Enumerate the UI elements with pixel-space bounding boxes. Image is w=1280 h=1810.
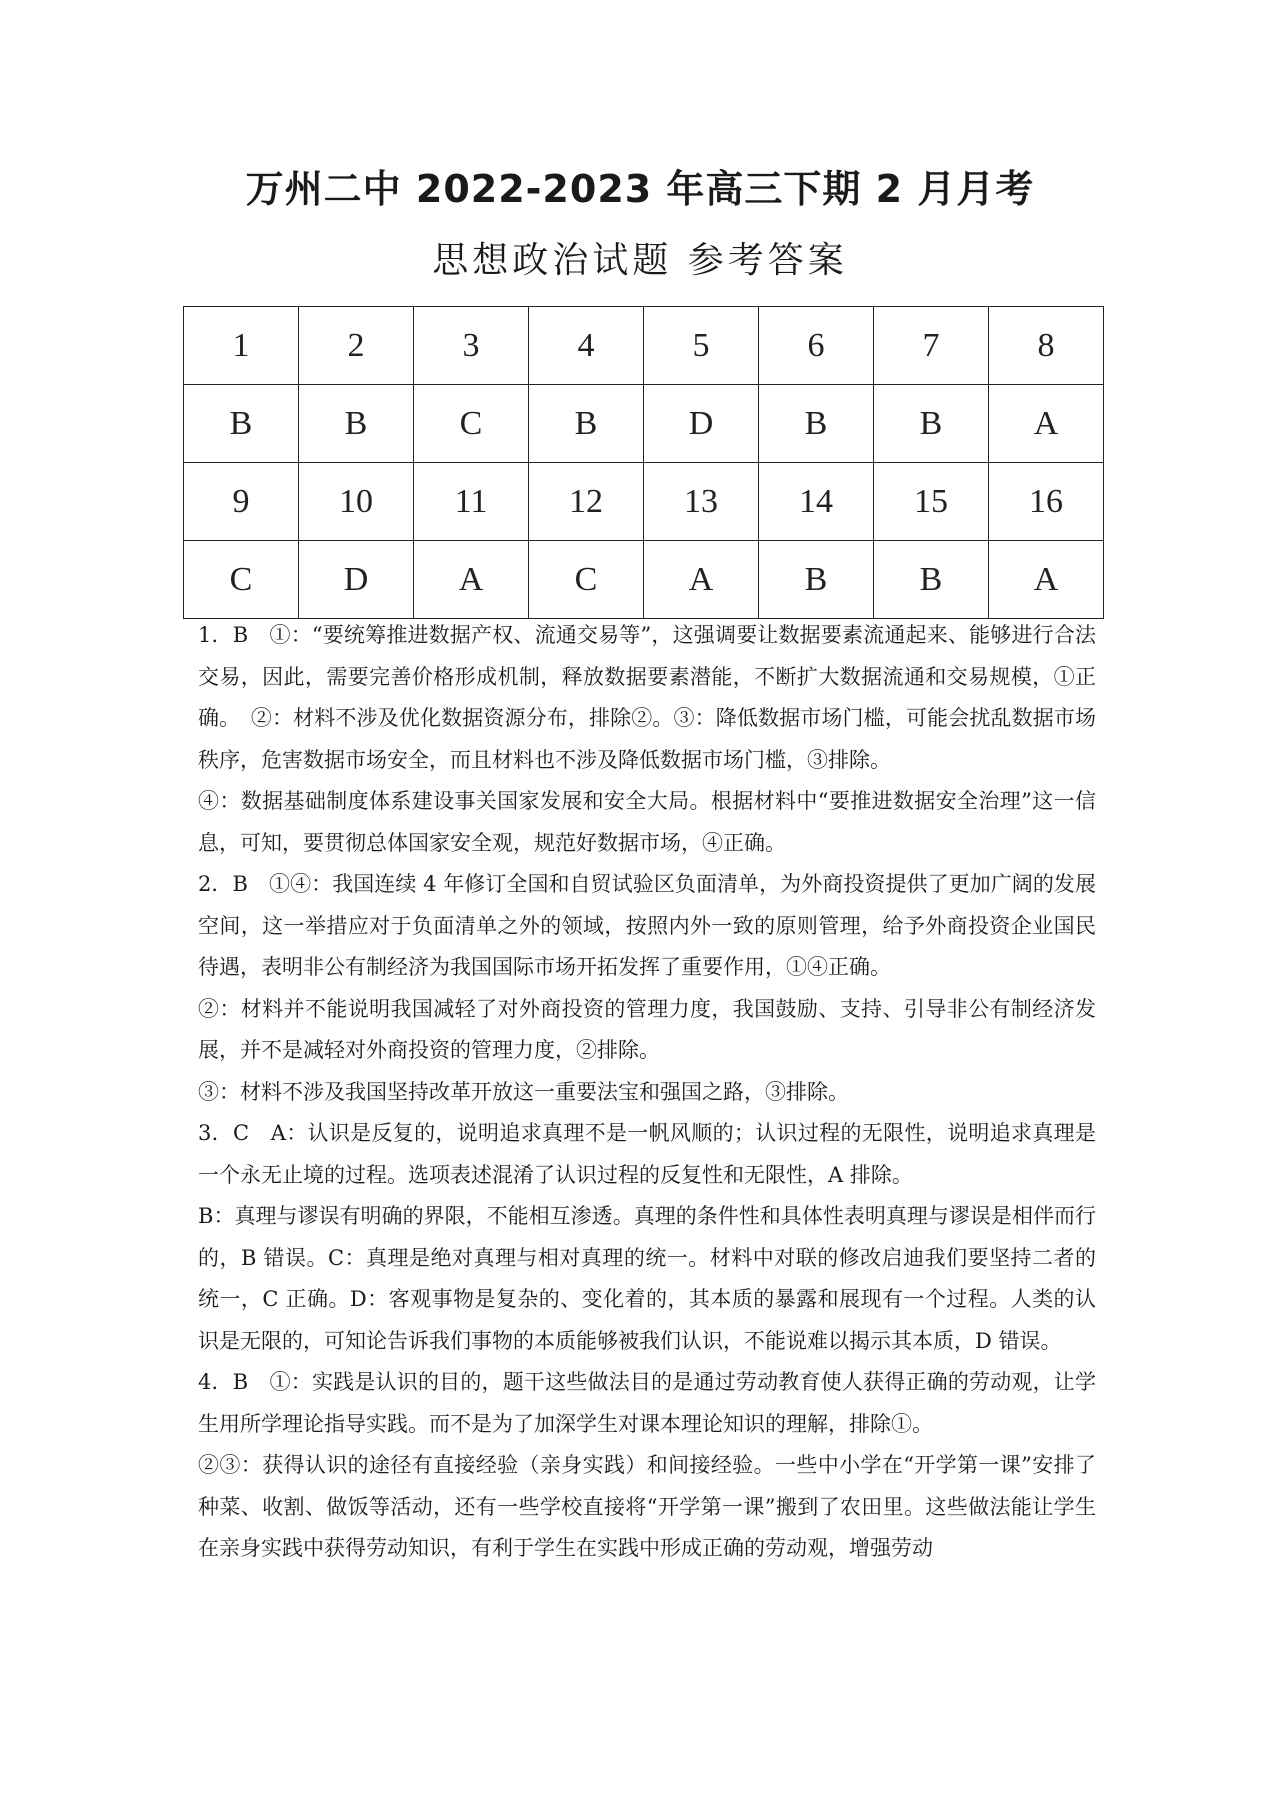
question-number-cell: 15 (874, 463, 989, 541)
explanations (198, 615, 1096, 1570)
answer-cell: D (299, 541, 414, 619)
question-number-cell: 10 (299, 463, 414, 541)
question-number-cell: 4 (529, 307, 644, 385)
explanation-paragraph: 2．B ①④：我国连续 4 年修订全国和自贸试验区负面清单，为外商投资提供了更加广阔的发展空间，这一举措应对于负面清单之外的领域，按照内外一致的原则管理，给予外商投资企业国民待遇，表明非公有制经济为我国国际市场开拓发挥了重要作用，①④正确。 (198, 872, 1096, 979)
question-number-cell: 16 (989, 463, 1104, 541)
answer-cell: D (644, 385, 759, 463)
question-number-row (184, 463, 1104, 541)
question-number-cell: 8 (989, 307, 1104, 385)
question-number-cell: 2 (299, 307, 414, 385)
answer-row (184, 385, 1104, 463)
explanation-paragraph: ②：材料并不能说明我国减轻了对外商投资的管理力度，我国鼓励、支持、引导非公有制经济发展，并不是减轻对外商投资的管理力度，②排除。 (198, 996, 1096, 1062)
answer-cell: B (184, 385, 299, 463)
explanation-paragraph: 1．B ①：“要统筹推进数据产权、流通交易等”，这强调要让数据要素流通起来、能够进行合法交易，因此，需要完善价格形成机制，释放数据要素潜能，不断扩大数据流通和交易规模，①正确。 ②：材料不涉及优化数据资源分布，排除②。③：降低数据市场门槛，可能会扰乱数据市场秩序，危害数据市场安全，而且材料也不涉及降低数据市场门槛，③排除。 (198, 623, 1096, 772)
answer-cell: B (874, 541, 989, 619)
question-number-cell: 6 (759, 307, 874, 385)
question-number-cell: 11 (414, 463, 529, 541)
answer-cell: B (759, 385, 874, 463)
answer-row (184, 541, 1104, 619)
answer-cell: C (529, 541, 644, 619)
page-subtitle: 思想政治试题 参考答案 (432, 240, 848, 281)
question-number-cell: 14 (759, 463, 874, 541)
question-number-row (184, 307, 1104, 385)
answer-cell: A (644, 541, 759, 619)
question-number-cell: 13 (644, 463, 759, 541)
answer-cell: A (989, 385, 1104, 463)
explanation-paragraph: ③：材料不涉及我国坚持改革开放这一重要法宝和强国之路，③排除。 (198, 1079, 849, 1104)
answer-cell: B (759, 541, 874, 619)
answer-cell: A (989, 541, 1104, 619)
answer-cell: A (414, 541, 529, 619)
explanation-paragraph: 3．C A：认识是反复的，说明追求真理不是一帆风顺的；认识过程的无限性，说明追求真理是一个永无止境的过程。选项表述混淆了认识过程的反复性和无限性，A 排除。 (198, 1121, 1096, 1187)
question-number-cell: 7 (874, 307, 989, 385)
question-number-cell: 9 (184, 463, 299, 541)
question-number-cell: 12 (529, 463, 644, 541)
answer-table (183, 306, 1104, 619)
explanation-paragraph: 4．B ①：实践是认识的目的，题干这些做法目的是通过劳动教育使人获得正确的劳动观，让学生用所学理论指导实践。而不是为了加深学生对课本理论知识的理解，排除①。 (198, 1370, 1096, 1436)
answer-cell: B (874, 385, 989, 463)
explanation-paragraph: ④：数据基础制度体系建设事关国家发展和安全大局。根据材料中“要推进数据安全治理”这一信息，可知，要贯彻总体国家安全观，规范好数据市场，④正确。 (198, 789, 1096, 855)
answer-cell: C (184, 541, 299, 619)
page-title: 万州二中 2022-2023 年高三下期 2 月月考 (245, 167, 1035, 211)
answer-cell: C (414, 385, 529, 463)
question-number-cell: 5 (644, 307, 759, 385)
question-number-cell: 3 (414, 307, 529, 385)
answer-cell: B (299, 385, 414, 463)
question-number-cell: 1 (184, 307, 299, 385)
answer-cell: B (529, 385, 644, 463)
explanation-paragraph: ②③：获得认识的途径有直接经验（亲身实践）和间接经验。一些中小学在“开学第一课”安排了种菜、收割、做饭等活动，还有一些学校直接将“开学第一课”搬到了农田里。这些做法能让学生在亲身实践中获得劳动知识，有利于学生在实践中形成正确的劳动观，增强劳动 (198, 1453, 1096, 1560)
explanation-paragraph: B：真理与谬误有明确的界限，不能相互渗透。真理的条件性和具体性表明真理与谬误是相伴而行的，B 错误。C：真理是绝对真理与相对真理的统一。材料中对联的修改启迪我们要坚持二者的统一，C 正确。D：客观事物是复杂的、变化着的，其本质的暴露和展现有一个过程。人类的认识是无限的，可知论告诉我们事物的本质能够被我们认识，不能说难以揭示其本质，D 错误。 (198, 1204, 1096, 1353)
